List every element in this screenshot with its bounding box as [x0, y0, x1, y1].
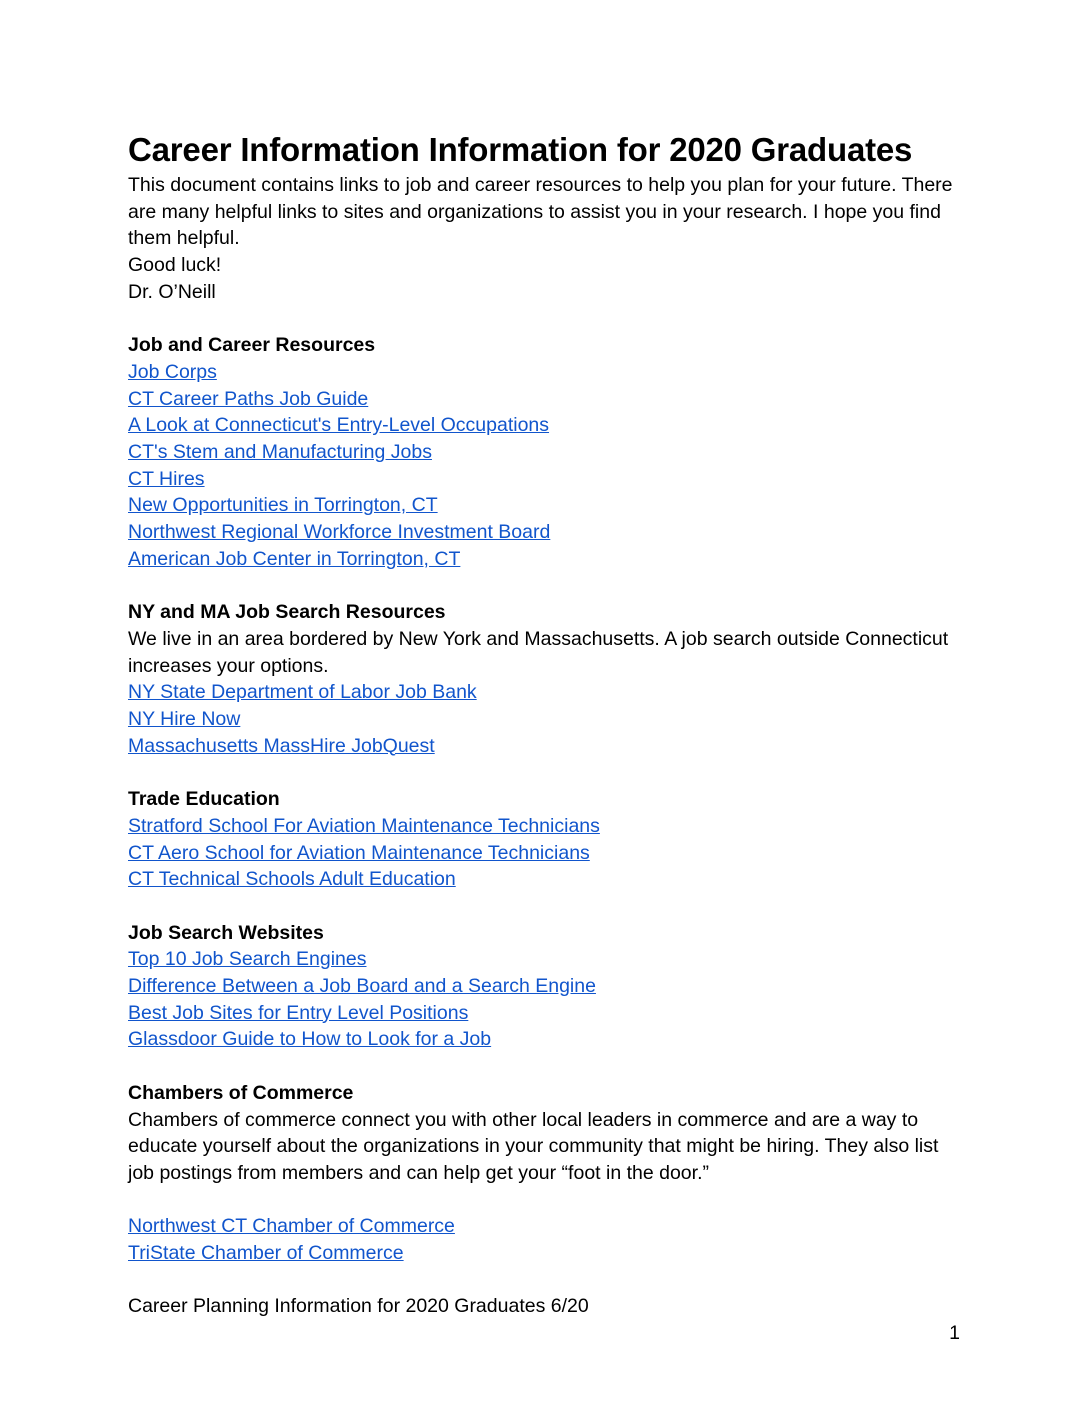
section-trade-education: [128, 786, 960, 893]
link-job-corps[interactable]: Job Corps: [128, 360, 217, 383]
section-paragraph: We live in an area bordered by New York and Massachusetts. A job search outside Connecticut increases your options.: [128, 627, 949, 677]
section-paragraph: Chambers of commerce connect you with other local leaders in commerce and are a way to educate yourself about the organizations in your community that might be hiring. They also list job postings from members and can help get your “foot in the door.”: [128, 1108, 939, 1184]
link-ct-hires[interactable]: CT Hires: [128, 467, 205, 490]
link-job-board-vs-search-engine[interactable]: Difference Between a Job Board and a Search Engine: [128, 975, 596, 998]
document-title: Career Information Information for 2020 Graduates: [128, 131, 913, 168]
section-heading: Chambers of Commerce: [128, 1081, 354, 1104]
section-heading: Job and Career Resources: [128, 334, 376, 357]
link-ct-entry-level-occupations[interactable]: A Look at Connecticut's Entry-Level Occupations: [128, 414, 550, 437]
link-best-entry-level-job-sites[interactable]: Best Job Sites for Entry Level Positions: [128, 1001, 469, 1024]
link-ny-hire-now[interactable]: NY Hire Now: [128, 708, 241, 731]
link-stratford-aviation-school[interactable]: Stratford School For Aviation Maintenance Technicians: [128, 814, 600, 837]
spacer: [128, 1187, 960, 1214]
salutation: Good luck!: [128, 254, 222, 277]
link-northwest-ct-chamber[interactable]: Northwest CT Chamber of Commerce: [128, 1215, 455, 1238]
spacer: [128, 306, 960, 333]
section-job-career-resources: [128, 332, 960, 572]
link-ny-dol-job-bank[interactable]: NY State Department of Labor Job Bank: [128, 681, 477, 704]
link-glassdoor-guide[interactable]: Glassdoor Guide to How to Look for a Job: [128, 1028, 492, 1051]
link-ma-masshire-jobquest[interactable]: Massachusetts MassHire JobQuest: [128, 734, 435, 757]
section-heading: Trade Education: [128, 788, 280, 811]
link-ct-aero-school[interactable]: CT Aero School for Aviation Maintenance Technicians: [128, 841, 590, 864]
signature: Dr. O’Neill: [128, 280, 216, 303]
link-tristate-chamber[interactable]: TriState Chamber of Commerce: [128, 1242, 404, 1265]
footer-text: Career Planning Information for 2020 Graduates 6/20: [128, 1295, 589, 1318]
intro-paragraph: This document contains links to job and career resources to help you plan for your future. There are many helpful links to sites and organizations to assist you in your research. I hope you find them helpful.: [128, 174, 953, 250]
link-top-10-job-search-engines[interactable]: Top 10 Job Search Engines: [128, 948, 367, 971]
section-chambers-of-commerce: [128, 1080, 960, 1267]
spacer: [128, 1267, 960, 1294]
link-ct-technical-adult-education[interactable]: CT Technical Schools Adult Education: [128, 868, 456, 891]
section-heading: Job Search Websites: [128, 921, 324, 944]
link-american-job-center-torrington[interactable]: American Job Center in Torrington, CT: [128, 547, 461, 570]
link-northwest-regional-workforce-board[interactable]: Northwest Regional Workforce Investment Board: [128, 521, 551, 544]
section-ny-ma-job-search: [128, 599, 960, 759]
spacer: [128, 1053, 960, 1080]
section-heading: NY and MA Job Search Resources: [128, 601, 446, 624]
section-job-search-websites: [128, 920, 960, 1054]
spacer: [128, 893, 960, 920]
spacer: [128, 573, 960, 600]
spacer: [128, 759, 960, 786]
link-ct-stem-manufacturing-jobs[interactable]: CT's Stem and Manufacturing Jobs: [128, 441, 432, 464]
link-new-opportunities-torrington[interactable]: New Opportunities in Torrington, CT: [128, 494, 438, 517]
page-number: 1: [949, 1322, 960, 1345]
link-ct-career-paths-job-guide[interactable]: CT Career Paths Job Guide: [128, 387, 369, 410]
